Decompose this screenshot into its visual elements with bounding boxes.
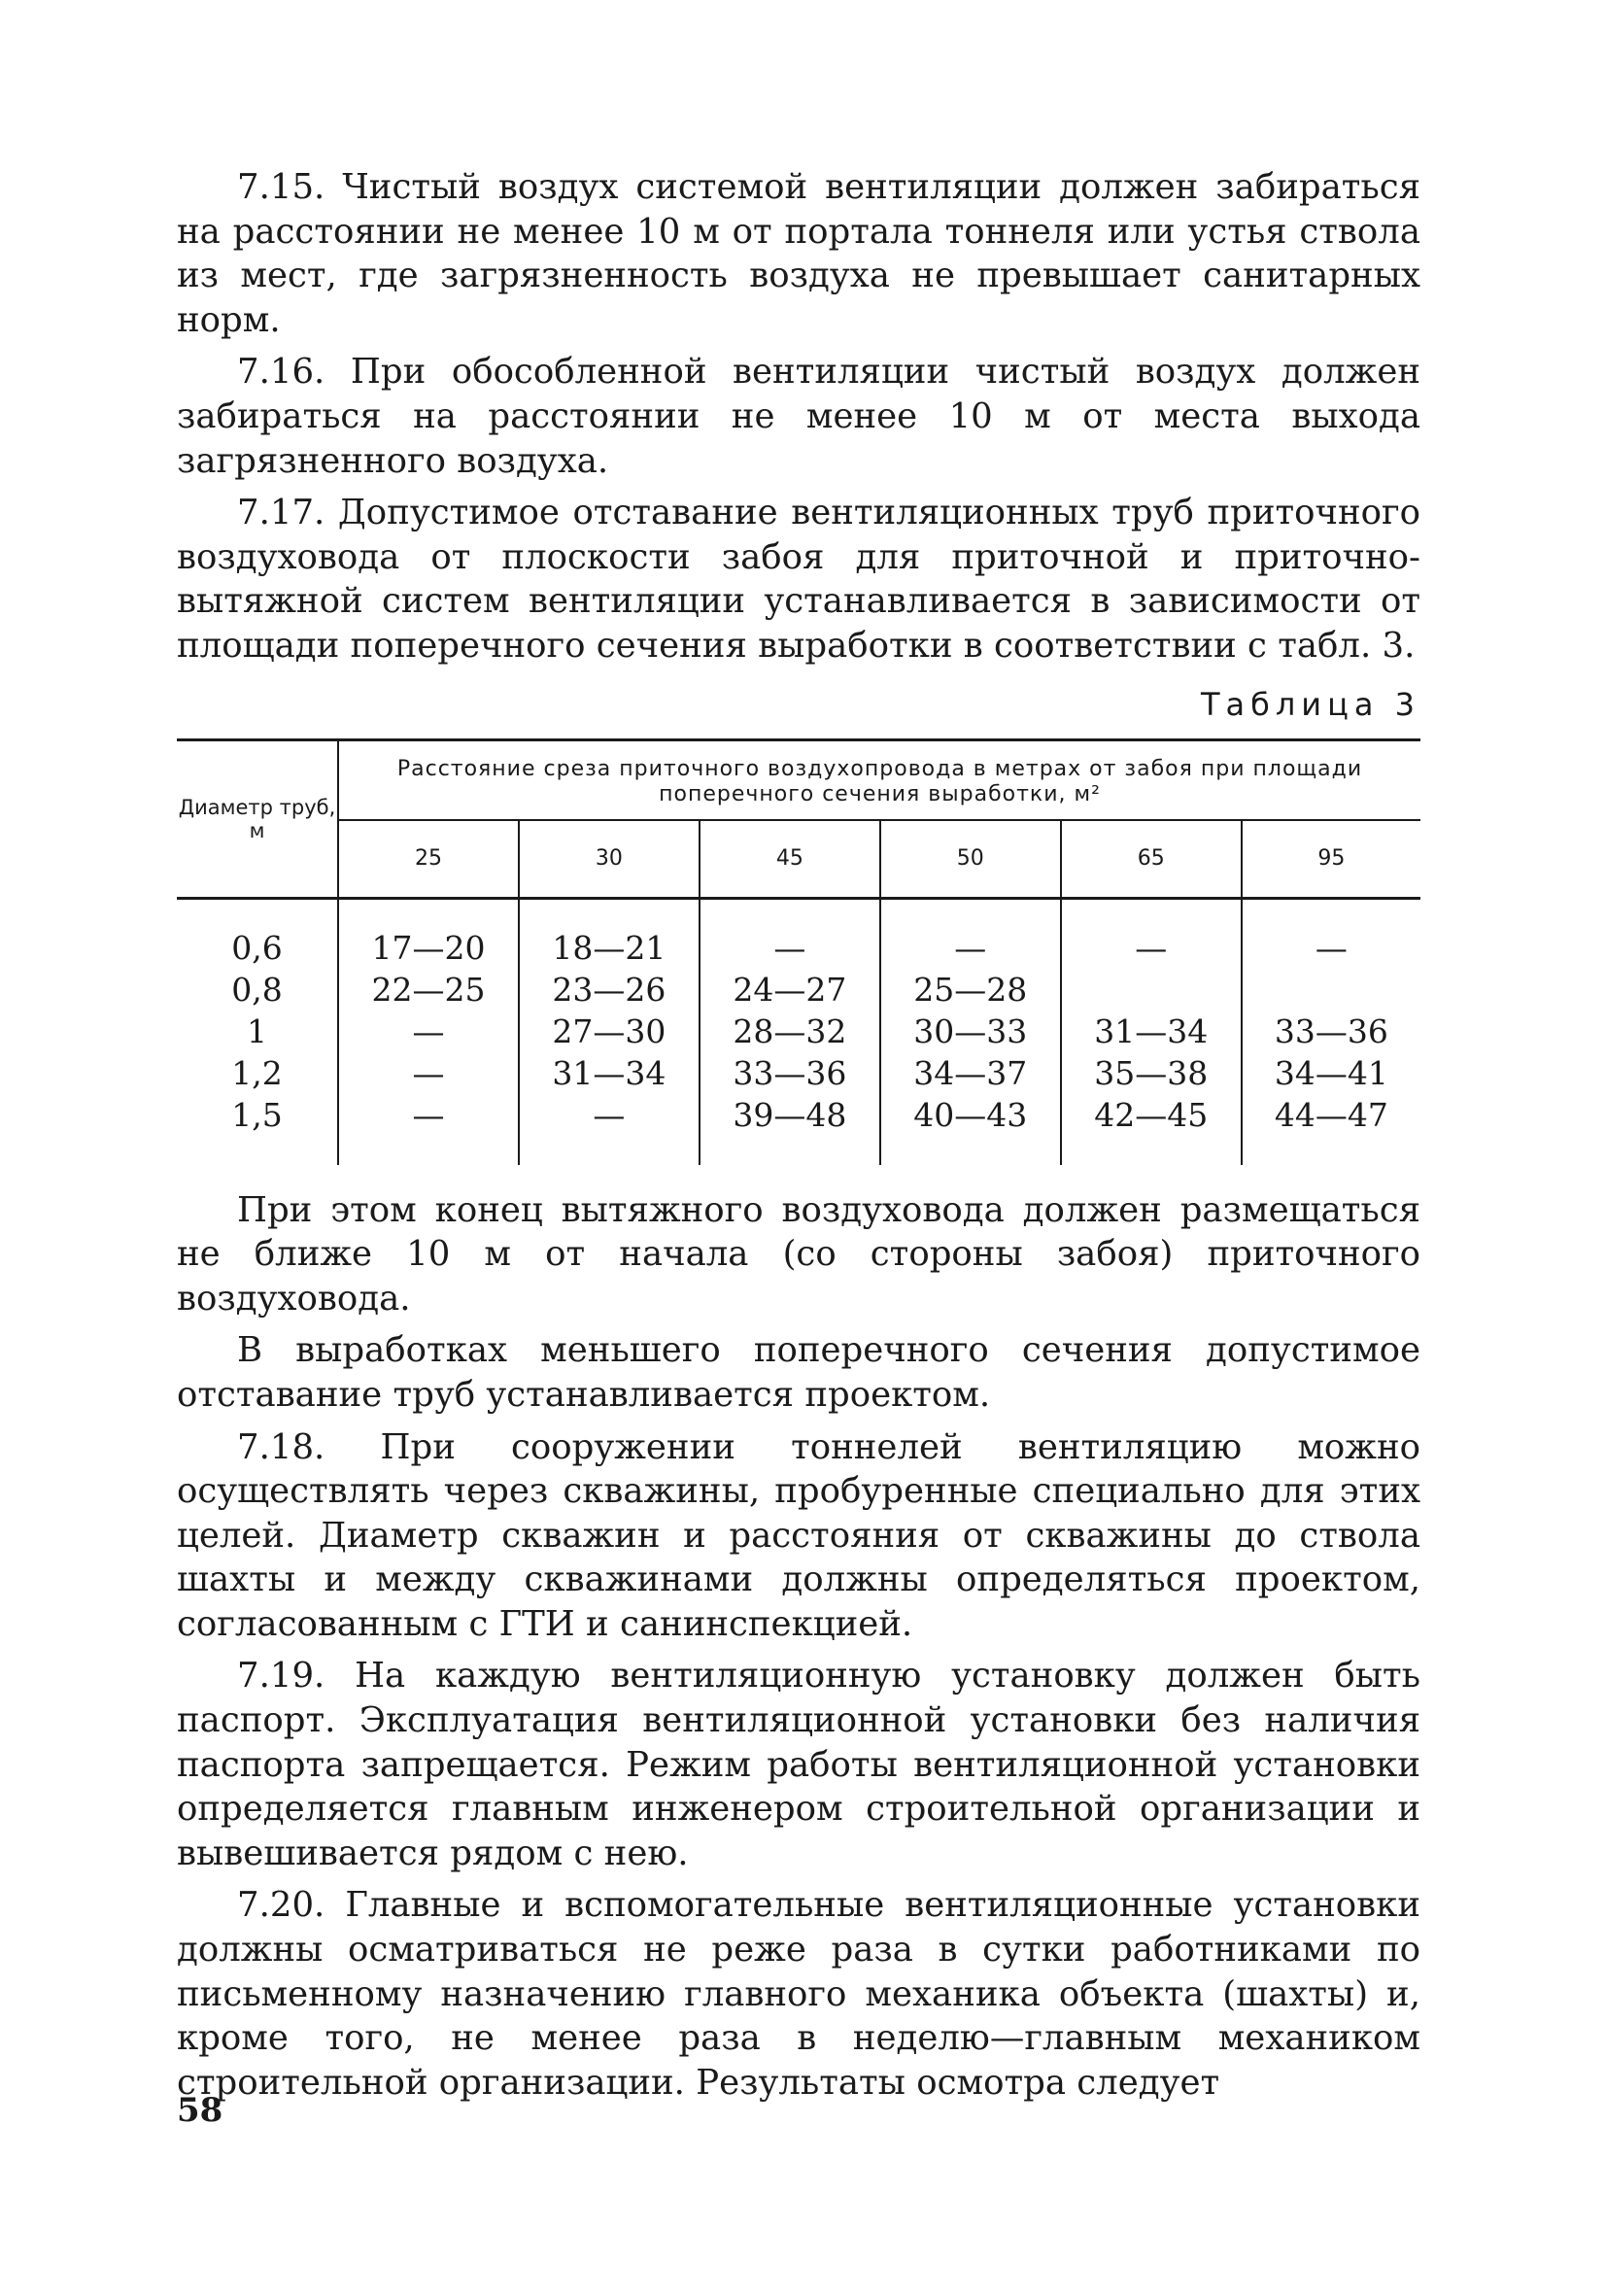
document-page (177, 165, 1420, 2105)
table-cell: 0,6 (177, 898, 338, 969)
paragraph-exhaust-duct: При этом конец вытяжного воздуховода должен размещаться не ближе 10 м от начала (со стороны забоя) приточного воздуховода. (177, 1189, 1420, 1319)
table-row (177, 969, 1420, 1011)
column-header: 45 (700, 820, 880, 899)
distance-header: Расстояние среза приточного воздухопровода в метрах от забоя при площади поперечного сечения выработки, м² (338, 739, 1420, 820)
table-cell: — (880, 898, 1061, 969)
paragraph-7-15: 7.15. Чистый воздух системой вентиляции должен забираться на расстоянии не менее 10 м от портала тоннеля или устья ствола из мест, где загрязненность воздуха не превышает санитарных норм. (177, 167, 1420, 340)
paragraph-7-18: 7.18. При сооружении тоннелей вентиляцию можно осуществлять через скважины, пробуренные специально для этих целей. Диаметр скважин и расстояния от скважины до ствола шахты и между скважинами должны определяться проектом, согласованным с ГТИ и санинспекцией. (177, 1426, 1420, 1644)
table-row (177, 1052, 1420, 1094)
table-cell: 18—21 (519, 898, 700, 969)
table-cell: — (519, 1094, 700, 1165)
paragraph-7-16: 7.16. При обособленной вентиляции чистый воздух должен забираться на расстоянии не менее 10 м от места выхода загрязненного воздуха. (177, 352, 1420, 481)
table-cell: 24—27 (700, 969, 880, 1011)
table-cell: 27—30 (519, 1011, 700, 1052)
column-header: 95 (1242, 820, 1420, 899)
column-header: 50 (880, 820, 1061, 899)
table-cell: 30—33 (880, 1011, 1061, 1052)
table-cell: 40—43 (880, 1094, 1061, 1165)
table-cell: 28—32 (700, 1011, 880, 1052)
table-3 (177, 738, 1420, 1165)
table-cell: 31—34 (519, 1052, 700, 1094)
table-cell: 23—26 (519, 969, 700, 1011)
table-cell: — (1315, 928, 1348, 967)
table-cell: 35—38 (1061, 1052, 1242, 1094)
paragraph-7-17: 7.17. Допустимое отставание вентиляционных труб приточного воздуховода от плоскости забоя для приточной и приточно-вытяжной систем вентиляции устанавливается в зависимости от площади поперечного сечения выработки в соответствии с табл. 3. (177, 493, 1420, 666)
table-row (177, 1011, 1420, 1052)
table-cell: — (1061, 898, 1242, 969)
paragraph-smaller-sections: В выработках меньшего поперечного сечения допустимое отставание труб устанавливается проектом. (177, 1330, 1420, 1415)
paragraph-7-20: 7.20. Главные и вспомогательные вентиляционные установки должны осматриваться не реже раза в сутки работниками по письменному назначению главного механика объекта (шахты) и, кроме того, не менее раза в неделю—главным механиком строительной организации. Результаты осмотра следует (177, 1885, 1420, 2103)
table-row (177, 898, 1420, 969)
diameter-header: Диаметр труб, м (177, 739, 338, 898)
table-cell: 0,8 (177, 969, 338, 1011)
table-cell: 39—48 (700, 1094, 880, 1165)
column-header: 25 (338, 820, 519, 899)
table-cell: 33—36 (700, 1052, 880, 1094)
table-cell: 22—25 (338, 969, 519, 1011)
table-cell (1061, 969, 1242, 1011)
column-header: 65 (1061, 820, 1242, 899)
column-header: 30 (519, 820, 700, 899)
table-cell: 44—47 (1274, 1095, 1388, 1134)
paragraph-7-19: 7.19. На каждую вентиляционную установку должен быть паспорт. Эксплуатация вентиляционной установки без наличия паспорта запрещается. Режим работы вентиляционной установки определяется главным инженером строительной организации и вывешивается рядом с нею. (177, 1656, 1420, 1873)
table-cell: 42—45 (1061, 1094, 1242, 1165)
table-cell: 31—34 (1061, 1011, 1242, 1052)
table-cell: — (338, 1094, 519, 1165)
table-cell: — (338, 1052, 519, 1094)
table-cell: 33—36 (1274, 1011, 1388, 1050)
table-cell: — (338, 1011, 519, 1052)
table-cell: 34—37 (880, 1052, 1061, 1094)
table-cell: 25—28 (880, 969, 1061, 1011)
table-cell: 1,5 (177, 1094, 338, 1165)
page-number: 58 (177, 2091, 223, 2130)
table-cell: — (700, 898, 880, 969)
table-cell (1242, 969, 1420, 1011)
table-caption: Таблица 3 (1200, 685, 1420, 723)
table-cell: 17—20 (338, 898, 519, 969)
table-cell: 1 (177, 1011, 338, 1052)
table-cell: 1,2 (177, 1052, 338, 1094)
table-cell: 34—41 (1274, 1053, 1388, 1092)
table-row (177, 1094, 1420, 1165)
